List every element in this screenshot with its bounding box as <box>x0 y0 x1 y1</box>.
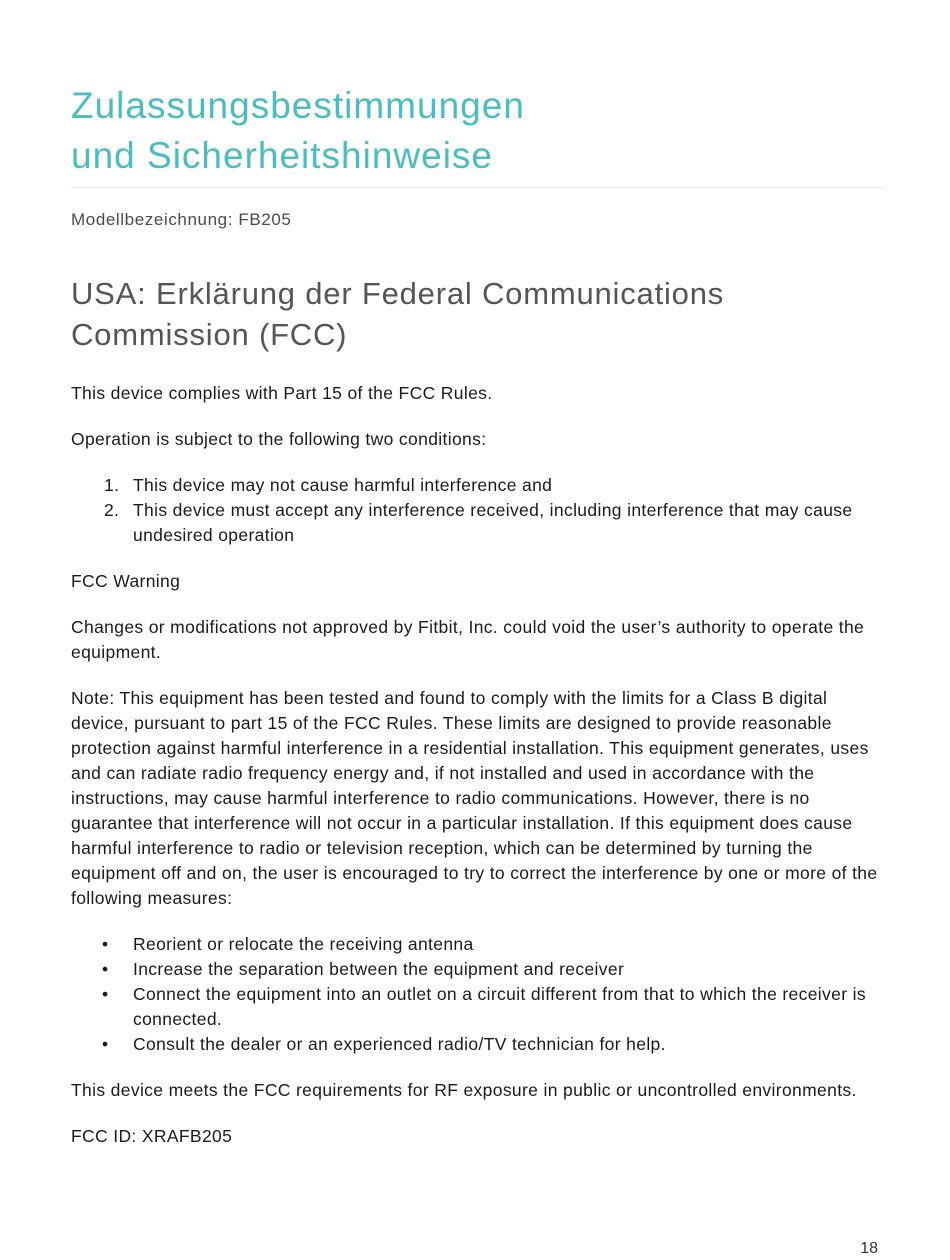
condition-text: This device may not cause harmful interference and <box>133 475 553 495</box>
measure-text: Reorient or relocate the receiving antenna <box>133 934 474 954</box>
measures-list <box>71 932 883 1057</box>
condition-number: 1. <box>104 475 120 495</box>
compliance-statement: This device complies with Part 15 of the FCC Rules. <box>71 383 493 403</box>
fcc-id: FCC ID: XRAFB205 <box>71 1126 233 1146</box>
condition-item <box>71 473 883 498</box>
conditions-list <box>71 473 883 548</box>
page-title <box>71 0 883 181</box>
bullet-icon: • <box>102 1034 109 1054</box>
conditions-intro: Operation is subject to the following two conditions: <box>71 429 487 449</box>
condition-number: 2. <box>104 500 120 520</box>
bullet-icon: • <box>102 959 109 979</box>
note-paragraph: Note: This equipment has been tested and found to comply with the limits for a Class B digital device, pursuant to part 15 of the FCC Rules. These limits are designed to provide reasonable protection against harmful interference in a residential installation. This equipment generates, uses and can radiate radio frequency energy and, if not installed and used in accordance with the instructions, may cause harmful interference to radio communications. However, there is no guarantee that interference will not occur in a particular installation. If this equipment does cause harmful interference to radio or television reception, which can be determined by turning the equipment off and on, the user is encouraged to try to correct the interference by one or more of the following measures: <box>71 688 878 908</box>
title-divider <box>71 187 883 188</box>
measure-item <box>71 932 883 957</box>
document-page <box>71 0 883 1149</box>
fcc-warning-label: FCC Warning <box>71 571 181 591</box>
section-heading-fcc: USA: Erklärung der Federal Communications Commission (FCC) <box>71 276 725 352</box>
bullet-icon: • <box>102 934 109 954</box>
page-title-line-1: Zulassungsbestimmungen <box>71 85 525 126</box>
measure-item <box>71 982 883 1032</box>
measure-text: Consult the dealer or an experienced radio/TV technician for help. <box>133 1034 666 1054</box>
condition-item <box>71 498 883 548</box>
rf-exposure-statement: This device meets the FCC requirements for RF exposure in public or uncontrolled environments. <box>71 1080 857 1100</box>
measure-text: Connect the equipment into an outlet on a circuit different from that to which the receiver is connected. <box>133 984 866 1029</box>
fcc-warning-text: Changes or modifications not approved by Fitbit, Inc. could void the user’s authority to operate the equipment. <box>71 617 865 662</box>
bullet-icon: • <box>102 984 109 1004</box>
condition-text: This device must accept any interference received, including interference that may cause undesired operation <box>133 500 853 545</box>
measure-item <box>71 957 883 982</box>
measure-text: Increase the separation between the equipment and receiver <box>133 959 625 979</box>
page-number: 18 <box>860 1240 878 1257</box>
model-designation: Modellbezeichnung: FB205 <box>71 210 292 229</box>
page-title-line-2: und Sicherheitshinweise <box>71 135 494 176</box>
measure-item <box>71 1032 883 1057</box>
